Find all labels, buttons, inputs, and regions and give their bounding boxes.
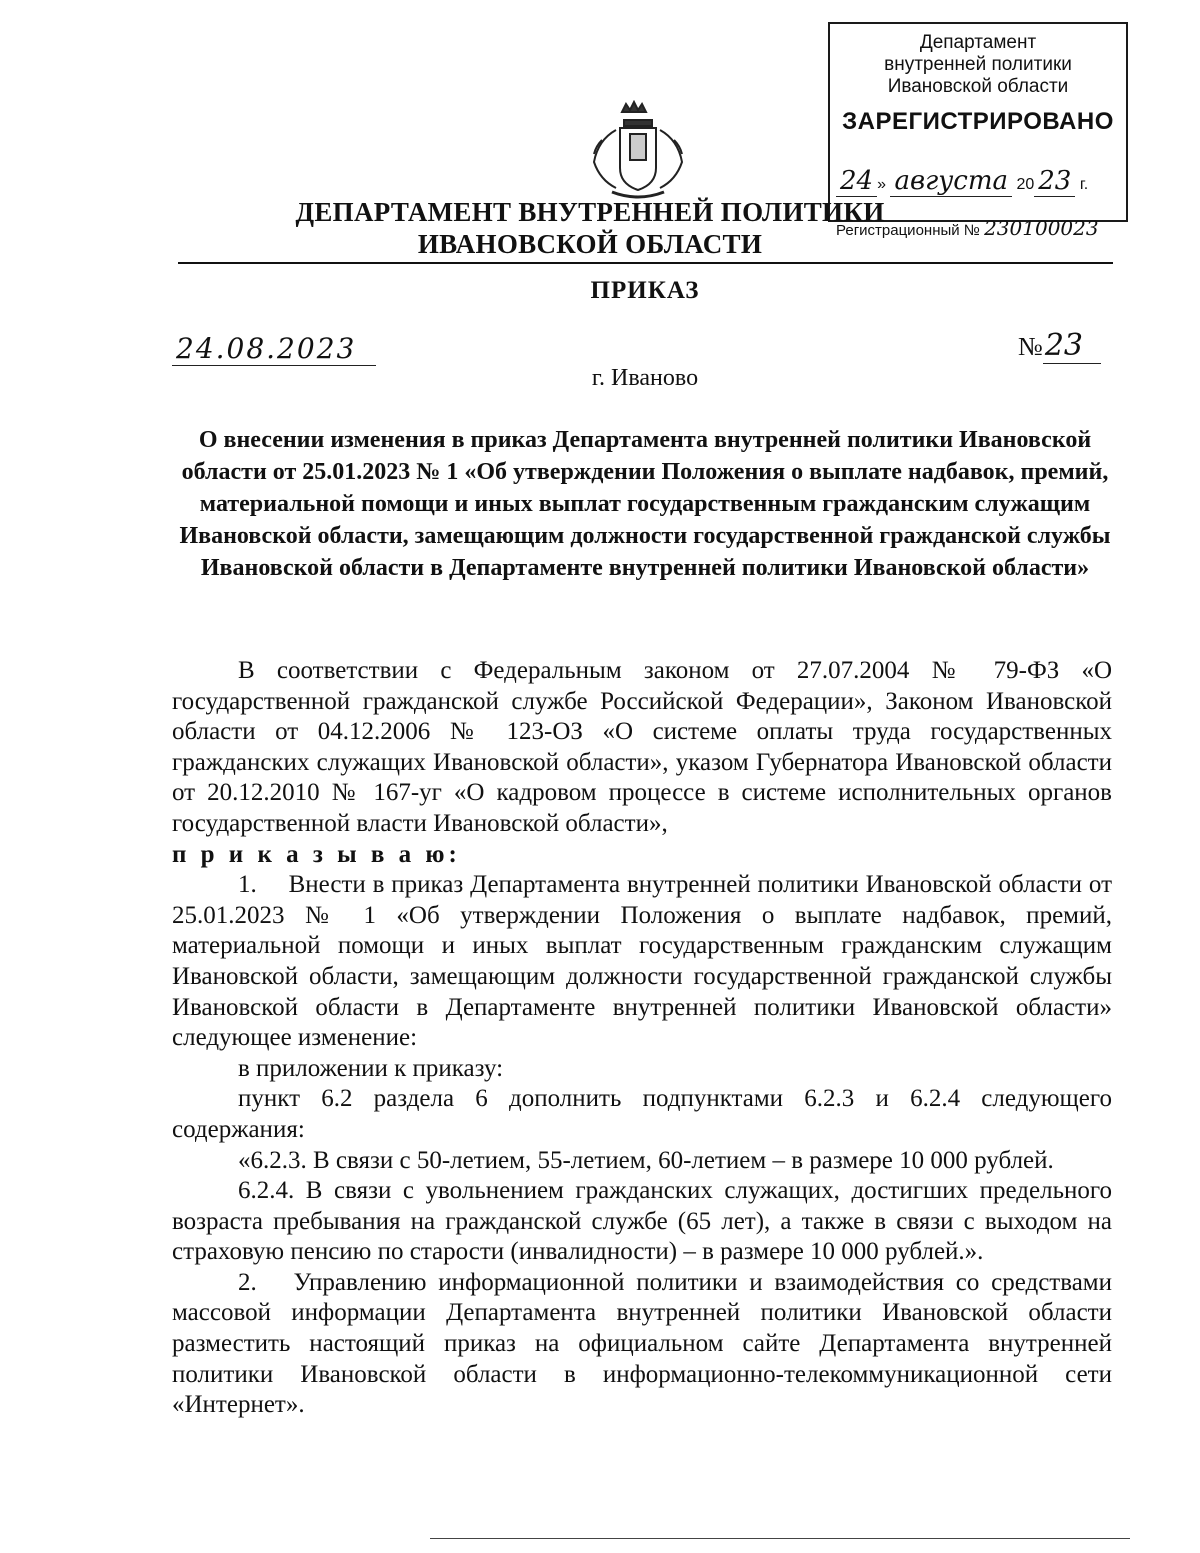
item-2: 2. Управлению информационной политики и взаимодействия со средствами массовой информации Департамента внутренней политики Ивановской области разместить настоящий приказ на официальном сайте Департамента внутренней политики Ивановской области в информационно-телекоммуникационной сети «Интернет». [172, 1268, 1112, 1419]
order-date: 24.08.2023 [172, 332, 376, 366]
stamp-line-2: внутренней политики [884, 54, 1072, 75]
item-1-appendix: в приложении к приказу: [238, 1054, 504, 1082]
stamp-registered: ЗАРЕГИСТРИРОВАНО [842, 108, 1114, 135]
decree-word: п р и к а з ы в а ю: [172, 840, 461, 868]
stamp-date-month: августа [890, 166, 1012, 197]
order-number [1018, 328, 1101, 363]
department-title-line-1: ДЕПАРТАМЕНТ ВНУТРЕННЕЙ ПОЛИТИКИ [295, 197, 885, 227]
preamble: В соответствии с Федеральным законом от 27.07.2004 № 79-ФЗ «О государственной гражданской службе Российской Федерации», Законом Ивановской области от 04.12.2006 № 123-ОЗ «О системе оплаты труда государственных гражданских служащих Ивановской области», указом Губернатора Ивановской области от 20.12.2010 № 167-уг «О кадровом процессе в системе исполнительных органов государственной власти Ивановской области», [172, 657, 1112, 837]
coat-of-arms-icon [582, 100, 694, 204]
registration-stamp [828, 22, 1128, 240]
stamp-year-letter: г. [1079, 176, 1089, 193]
department-title [240, 196, 940, 260]
item-1-point: пункт 6.2 раздела 6 дополнить подпунктами 6.2.3 и 6.2.4 следующего содержания: [172, 1085, 1112, 1143]
item-1-subpoint-623: «6.2.3. В связи с 50-летием, 55-летием, 60-летием – в размере 10 000 рублей. [238, 1146, 1054, 1174]
order-body [172, 656, 1112, 1421]
footer-divider [430, 1538, 1130, 1539]
stamp-line-3: Ивановской области [887, 76, 1069, 97]
stamp-year-prefix: 20 [1016, 176, 1035, 193]
item-1: 1. Внести в приказ Департамента внутренней политики Ивановской области от 25.01.2023 № 1 «Об утверждении Положения о выплате надбавок, премий, материальной помощи и иных выплат государственным гражданским служащим Ивановской области, замещающим должности государственной гражданской службы Ивановской области в Департаменте внутренней политики Ивановской области» следующее изменение: [172, 871, 1112, 1052]
department-title-line-2: ИВАНОВСКОЙ ОБЛАСТИ [417, 229, 763, 259]
stamp-date-day: 24 [836, 166, 877, 197]
order-number-value: 23 [1043, 328, 1101, 364]
item-1-subpoint-624: 6.2.4. В связи с увольнением гражданских служащих, достигших предельного возраста пребывания на гражданской службе (65 лет), а также в связи с выходом на страховую пенсию по старости (инвалидности) – в размере 10 000 рублей.». [172, 1177, 1112, 1266]
stamp-line-1: Департамент [919, 32, 1037, 53]
city: г. Иваново [591, 365, 699, 391]
header-divider [178, 262, 1113, 264]
order-number-label: № [1018, 332, 1043, 361]
order-subject: О внесении изменения в приказ Департамента внутренней политики Ивановской области от 25.01.2023 № 1 «Об утверждении Положения о выплате надбавок, премий, материальной помощи и иных выплат государственным гражданским служащим Ивановской области, замещающим должности государственной гражданской службы Ивановской области в Департаменте внутренней политики Ивановской области» [179, 427, 1111, 581]
stamp-year-suffix: 23 [1034, 166, 1075, 197]
stamp-reg-number-value: 230100023 [984, 216, 1099, 240]
document-type: ПРИКАЗ [590, 277, 700, 304]
stamp-date-line: 24 » августа 20 23 г. [836, 166, 1124, 196]
stamp-reg-number-label: Регистрационный № [836, 222, 980, 239]
